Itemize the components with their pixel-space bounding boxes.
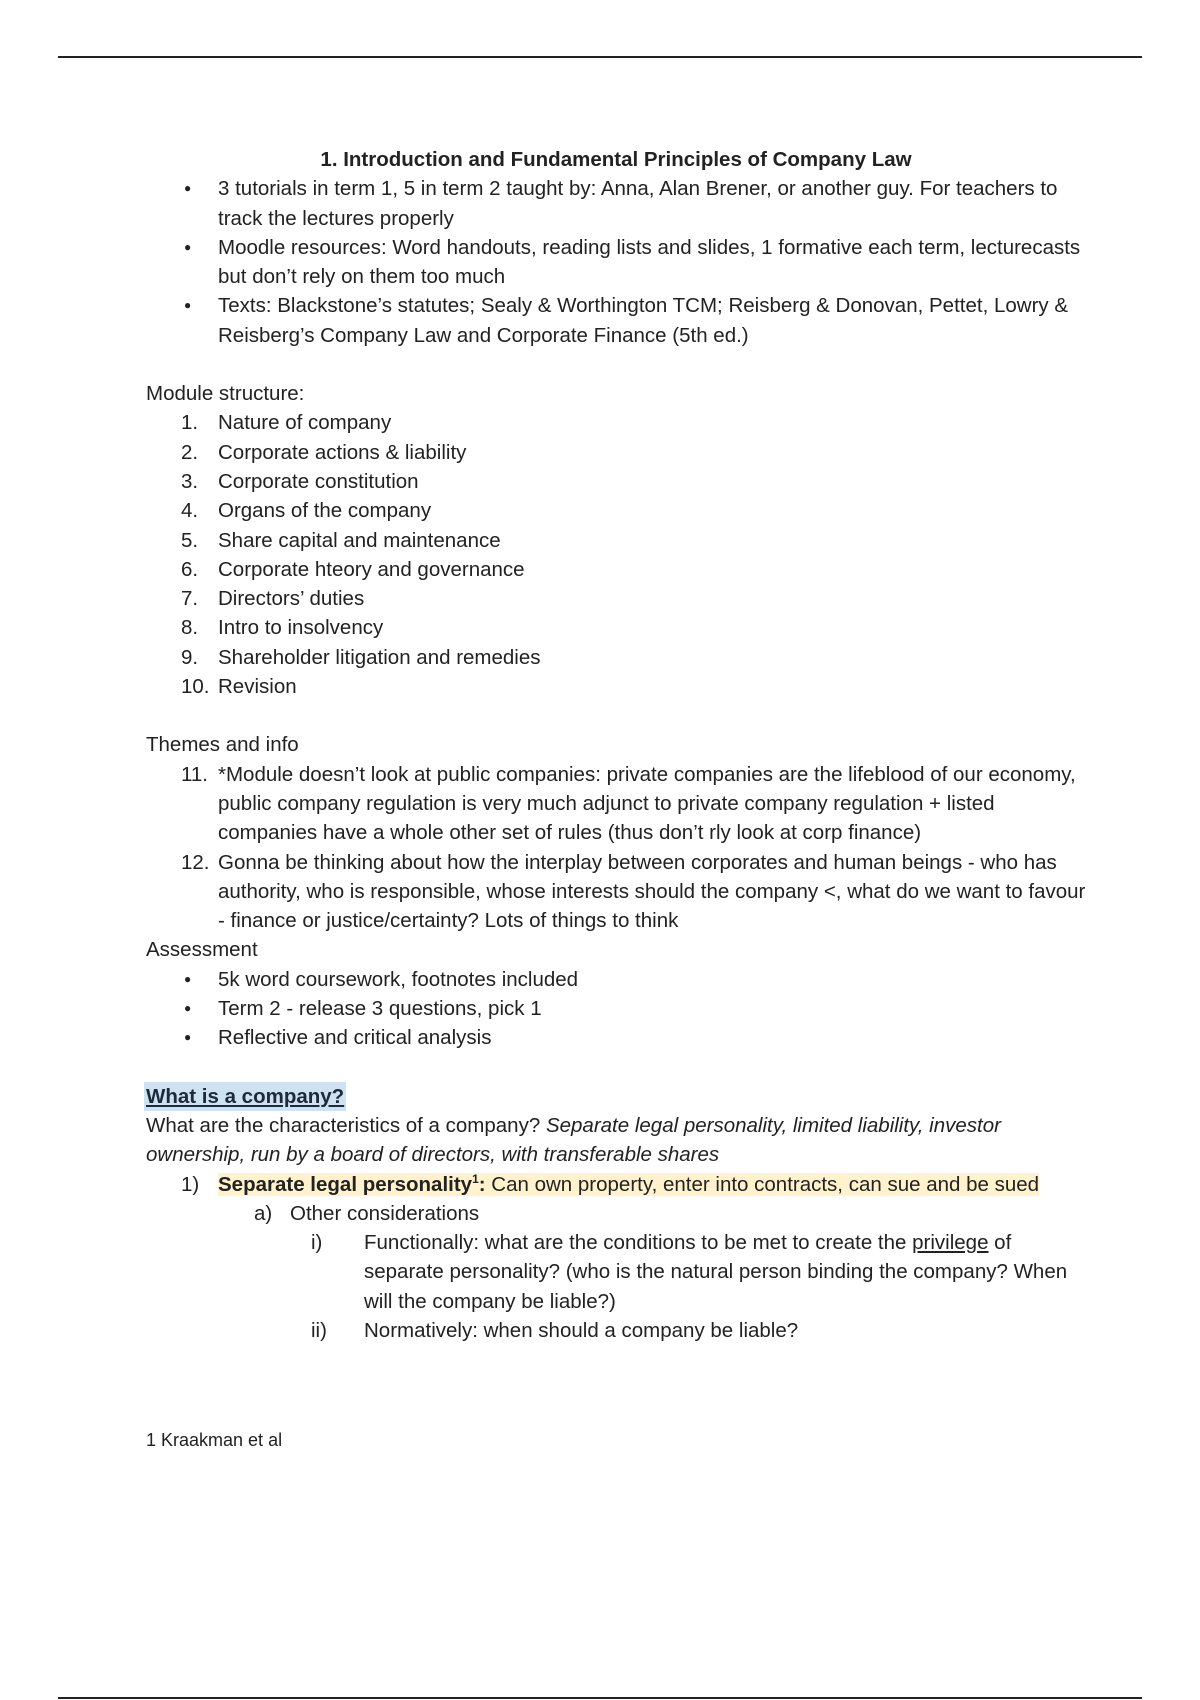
list-item: 1) Separate legal personality$^1$: Can own property, enter into contracts, can sue and be sued	[181, 1171, 1040, 1196]
top-rule	[58, 56, 1142, 58]
footnote-ref: 1	[472, 1171, 479, 1186]
page-title: 1. Introduction and Fundamental Principles of Company Law	[320, 148, 912, 171]
list-item: ● Reflective and critical analysis	[146, 1023, 1086, 1052]
bottom-rule	[58, 1697, 1142, 1699]
list-item: 3. Corporate constitution	[181, 469, 419, 493]
list-item: 12. Gonna be thinking about how the interplay between corporates and human beings - who has authority, who is responsible, whose interests should the company <, what do we want to favour - finance or justice/certainty? Lots of things to think	[181, 850, 1086, 933]
list-item: 4. Organs of the company	[181, 499, 432, 523]
list-item: 7. Directors’ duties	[181, 587, 365, 611]
themes-list	[146, 760, 1086, 936]
assessment-list	[146, 965, 1086, 1053]
list-item: ● Term 2 - release 3 questions, pick 1	[146, 994, 1086, 1023]
list-item: 2. Corporate actions & liability	[181, 440, 467, 464]
list-item: ● Texts: Blackstone’s statutes; Sealy & Worthington TCM; Reisberg & Donovan, Pettet, Lowry & Reisberg’s Company Law and Corporate Finance (5th ed.)	[146, 291, 1086, 350]
list-item: 10. Revision	[181, 675, 297, 699]
intro-bullet-list	[146, 174, 1086, 350]
list-item: a) Other considerations	[254, 1201, 480, 1225]
module-structure-label: Module structure:	[146, 382, 305, 406]
list-item: i) Functionally: what are the conditions to be met to create the privilege of separate personality? (who is the natural person binding the company? When will the company be liable?)	[311, 1231, 1068, 1313]
assessment-label: Assessment	[146, 938, 258, 962]
list-item: 5. Share capital and maintenance	[181, 528, 501, 552]
list-item: ● 3 tutorials in term 1, 5 in term 2 taught by: Anna, Alan Brener, or another guy. For teachers to track the lectures properly	[146, 174, 1086, 233]
list-item: 6. Corporate hteory and governance	[181, 557, 525, 581]
list-item: 11. *Module doesn’t look at public companies: private companies are the lifeblood of our economy, public company regulation is very much adjunct to private company regulation + listed companies have a whole other set of rules (thus don’t rly look at corp finance)	[181, 762, 1076, 845]
footnote: 1 Kraakman et al	[146, 1430, 283, 1450]
section-heading: What is a company?	[144, 1082, 346, 1111]
list-item: 1. Nature of company	[181, 411, 392, 435]
themes-label: Themes and info	[146, 733, 299, 757]
document-body	[146, 145, 1086, 1345]
company-points-list	[146, 1170, 1086, 1199]
module-structure-list	[146, 408, 1086, 701]
list-item: ● Moodle resources: Word handouts, reading lists and slides, 1 formative each term, lecturecasts but don’t rely on them too much	[146, 233, 1086, 292]
list-item: ii) Normatively: when should a company be liable?	[311, 1318, 799, 1342]
list-item: ● 5k word coursework, footnotes included	[146, 965, 1086, 994]
company-characteristics: What are the characteristics of a company? Separate legal personality, limited liability, investor ownership, run by a board of directors, with transferable shares	[146, 1113, 1001, 1167]
list-item: 8. Intro to insolvency	[181, 616, 384, 640]
list-item: 9. Shareholder litigation and remedies	[181, 645, 541, 669]
